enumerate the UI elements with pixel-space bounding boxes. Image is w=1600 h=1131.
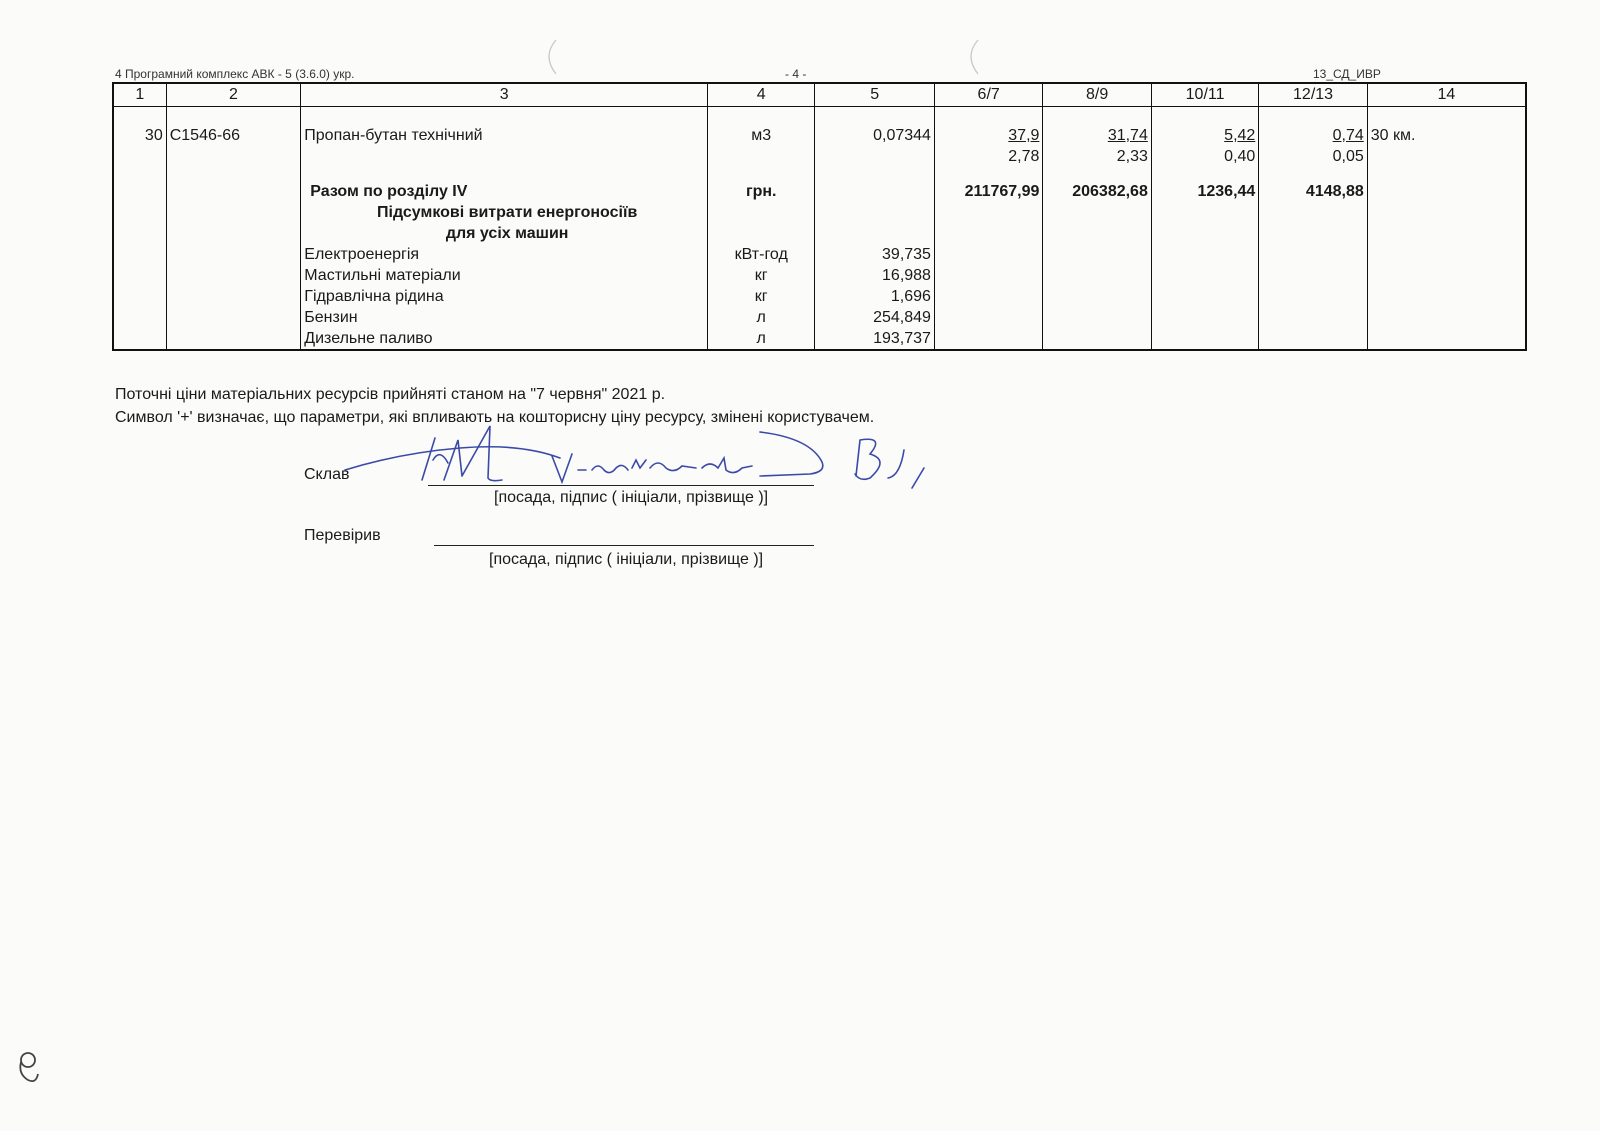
cost-12-13 [1259, 107, 1367, 168]
summary-title-1: Підсумкові витрати енергоносіїв [377, 204, 638, 221]
table-row [113, 107, 1526, 168]
total-label: Разом по розділу IV [310, 183, 468, 200]
composed-label: Склав [304, 466, 350, 483]
cost-10-11-top: 5,42 [1224, 127, 1256, 144]
cost-6-7-bottom: 2,78 [1008, 148, 1040, 165]
unit: м3 [708, 107, 815, 168]
energy-qty: 193,737 [815, 328, 935, 350]
footer-prices-note: Поточні ціни матеріальних ресурсів прийняті станом на "7 червня" 2021 р. [115, 386, 666, 403]
total-10-11: 1236,44 [1151, 167, 1258, 244]
col-header: 12/13 [1259, 83, 1367, 107]
total-unit: грн. [708, 167, 815, 244]
cost-6-7-top: 37,9 [1008, 127, 1040, 144]
energy-qty: 254,849 [815, 307, 935, 328]
total-block [301, 167, 708, 244]
header-document-code: 13_СД_ИВР [1313, 67, 1381, 81]
col-header: 1 [113, 83, 166, 107]
table-row-total [113, 167, 1526, 244]
table-header-row [113, 83, 1526, 107]
col-header: 2 [166, 83, 301, 107]
energy-unit: л [708, 328, 815, 350]
table-row [113, 244, 1526, 265]
note: 30 км. [1367, 107, 1526, 168]
table-row [113, 307, 1526, 328]
col-header: 8/9 [1043, 83, 1151, 107]
resource-code: С1546-66 [166, 107, 301, 168]
cost-8-9 [1043, 107, 1151, 168]
cost-10-11-bottom: 0,40 [1224, 148, 1256, 165]
energy-qty: 16,988 [815, 265, 935, 286]
checked-caption: [посада, підпис ( ініціали, прізвище )] [489, 551, 764, 568]
cost-12-13-top: 0,74 [1332, 127, 1364, 144]
total-12-13: 4148,88 [1259, 167, 1367, 244]
col-header: 3 [301, 83, 708, 107]
energy-name: Мастильні матеріали [301, 265, 708, 286]
handwritten-signature [340, 418, 940, 508]
total-6-7: 211767,99 [934, 167, 1042, 244]
row-number: 30 [113, 107, 166, 168]
energy-name: Бензин [301, 307, 708, 328]
cost-12-13-bottom: 0,05 [1332, 148, 1364, 165]
header-page-number: - 4 - [785, 67, 807, 81]
summary-title-2: для усіх машин [445, 225, 569, 242]
energy-unit: кг [708, 286, 815, 307]
energy-unit: кг [708, 265, 815, 286]
energy-name: Гідравлічна рідина [301, 286, 708, 307]
col-header: 14 [1367, 83, 1526, 107]
col-header: 5 [815, 83, 935, 107]
scan-mark-left [540, 38, 560, 78]
resource-name: Пропан-бутан технічний [301, 107, 708, 168]
table-row [113, 328, 1526, 350]
header-program-name: 4 Програмний комплекс АВК - 5 (3.6.0) укр. [115, 67, 355, 81]
col-header: 4 [708, 83, 815, 107]
table-row [113, 286, 1526, 307]
cost-10-11 [1151, 107, 1258, 168]
energy-qty: 1,696 [815, 286, 935, 307]
cost-6-7 [934, 107, 1042, 168]
composed-caption: [посада, підпис ( ініціали, прізвище )] [494, 489, 769, 506]
table-row [113, 265, 1526, 286]
col-header: 6/7 [934, 83, 1042, 107]
cost-8-9-top: 31,74 [1107, 127, 1148, 144]
energy-qty: 39,735 [815, 244, 935, 265]
energy-name: Дизельне паливо [301, 328, 708, 350]
resource-table [112, 82, 1527, 351]
col-header: 10/11 [1151, 83, 1258, 107]
cost-8-9-bottom: 2,33 [1116, 148, 1148, 165]
energy-name: Електроенергія [301, 244, 708, 265]
energy-unit: л [708, 307, 815, 328]
checked-signature-line [434, 545, 814, 546]
handwritten-margin-mark [14, 1050, 42, 1090]
footer-symbol-note: Символ '+' визначає, що параметри, які впливають на кошторисну ціну ресурсу, змінені користувачем. [115, 409, 875, 426]
checked-label: Перевірив [304, 527, 381, 544]
quantity: 0,07344 [815, 107, 935, 168]
total-8-9: 206382,68 [1043, 167, 1151, 244]
energy-unit: кВт-год [708, 244, 815, 265]
scan-mark-right [962, 38, 982, 78]
